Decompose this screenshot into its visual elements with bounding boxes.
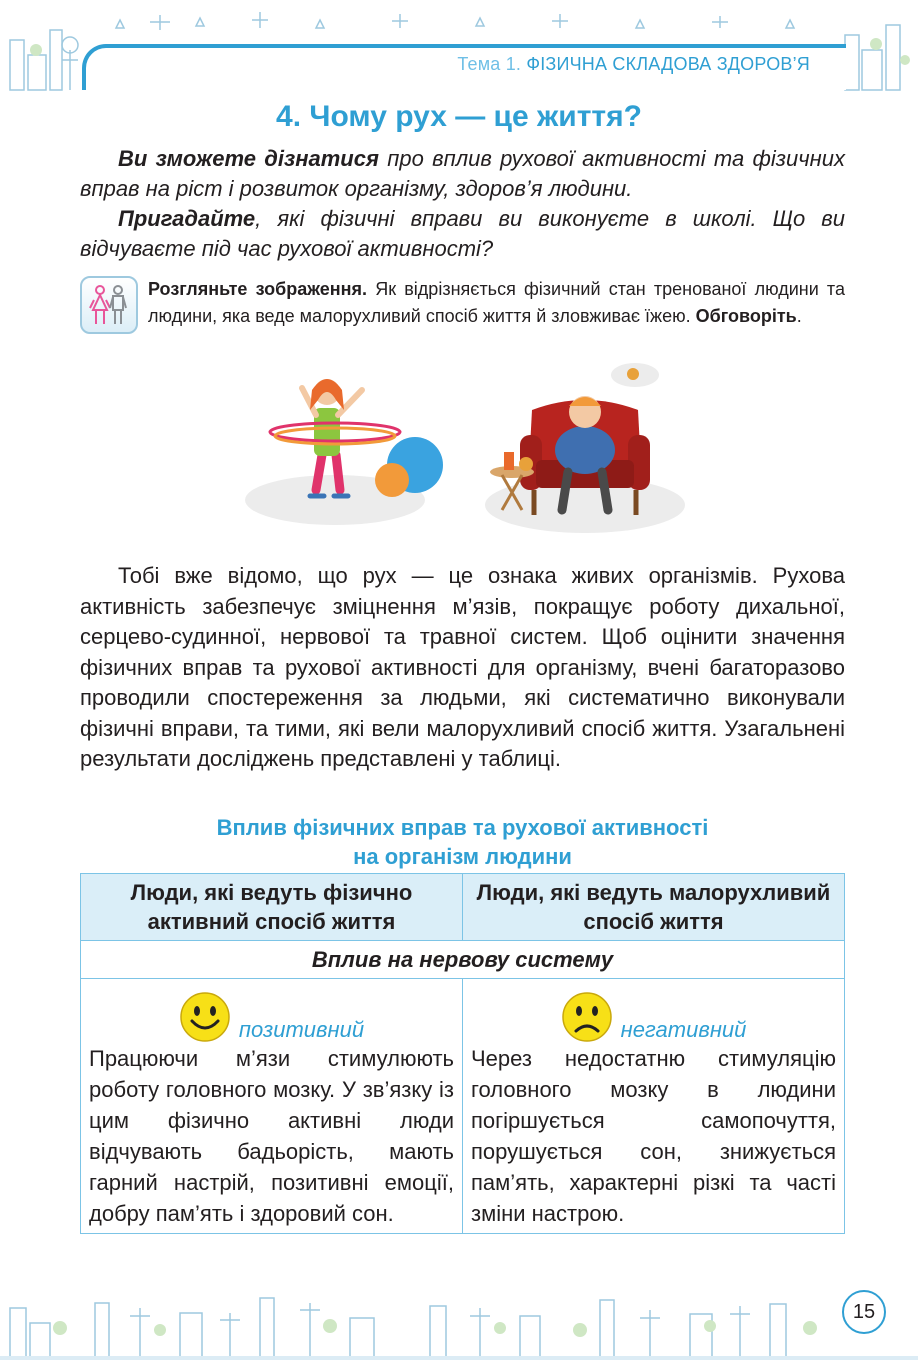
table-header-row	[81, 874, 845, 941]
table-title-line-2: на організм людини	[353, 844, 572, 869]
intro-bold-1: Ви зможете дізнатися	[118, 146, 379, 171]
table-subheader-row	[81, 941, 845, 979]
intro-text-2: , які фізичні вправи ви виконуєте в школі. Що ви відчуваєте під час рухової активності?	[80, 206, 845, 261]
task-text	[148, 276, 845, 330]
page-number: 15	[842, 1290, 886, 1334]
cell-sedentary	[463, 979, 845, 1234]
intro-paragraph-1	[80, 144, 845, 204]
task-bold-start: Розгляньте зображення.	[148, 279, 368, 299]
table-title-line-1: Вплив фізичних вправ та рухової активності	[216, 815, 709, 840]
lesson-title: 4. Чому рух — це життя?	[276, 100, 642, 133]
intro-bold-2: Пригадайте	[118, 206, 256, 231]
sad-smiley-icon	[561, 991, 613, 1043]
cell-active-text: Працюючи м’язи стимулюють роботу головного мозку. У зв’язку із цим фізично активні люди відчувають бадьорість, мають гарний настрій, позитивні емоції, добру пам’ять і здоровий сон.	[89, 1046, 454, 1226]
subheader-nervous-system: Вплив на нервову систему	[81, 941, 845, 979]
intro-block	[80, 144, 845, 264]
task-body: Як відрізняється фізичний стан тренованої людини та людини, яка веде малорухливий спосіб життя й зловживає їжею.	[148, 279, 845, 326]
intro-paragraph-2	[80, 204, 845, 264]
running-header	[457, 54, 810, 75]
happy-smiley-icon	[179, 991, 231, 1043]
cell-active	[81, 979, 463, 1234]
column-header-active: Люди, які ведуть фізично активний спосіб життя	[81, 874, 463, 941]
cell-sedentary-text: Через недостатню стимуляцію головного мозку в людини погіршується самопочуття, порушується сон, знижується пам’ять, характерні різкі та часті зміни настрою.	[471, 1046, 836, 1226]
table-title	[80, 813, 845, 871]
intro-text-1: про вплив рухової активності та фізичних вправ на ріст і розвиток організму, здоров’я людини.	[80, 146, 845, 201]
mood-negative	[471, 985, 836, 1043]
illustration-active-vs-sedentary	[240, 360, 690, 535]
main-paragraph-text: Тобі вже відомо, що рух — це ознака живих організмів. Рухова активність забезпечує зміцнення м’язів, покращує роботу дихальної, серцево-судинної, нервової та травної систем. Щоб оцінити значення фізичних вправ та рухової активності для організму, вчені багаторазово проводили спостереження за людьми, які систематично виконували фізичні вправи, та тими, які вели малорухливий спосіб життя. Узагальнені результати досліджень представлені у таблиці.	[80, 563, 845, 771]
table-row	[81, 979, 845, 1234]
mood-label-positive: позитивний	[238, 1017, 365, 1042]
mood-label-negative: негативний	[620, 1017, 747, 1042]
task-dot: .	[796, 306, 802, 326]
mood-positive	[89, 985, 454, 1043]
people-icon	[80, 276, 138, 334]
comparison-table	[80, 873, 845, 1234]
column-header-sedentary: Люди, які ведуть малорухливий спосіб життя	[463, 874, 845, 941]
header-section: ФІЗИЧНА СКЛАДОВА ЗДОРОВ’Я	[526, 54, 810, 74]
header-topic: Тема 1.	[457, 54, 522, 74]
main-paragraph	[80, 561, 845, 775]
bottom-city-decoration	[0, 1268, 918, 1360]
task-bold-end: Обговоріть	[695, 306, 797, 326]
